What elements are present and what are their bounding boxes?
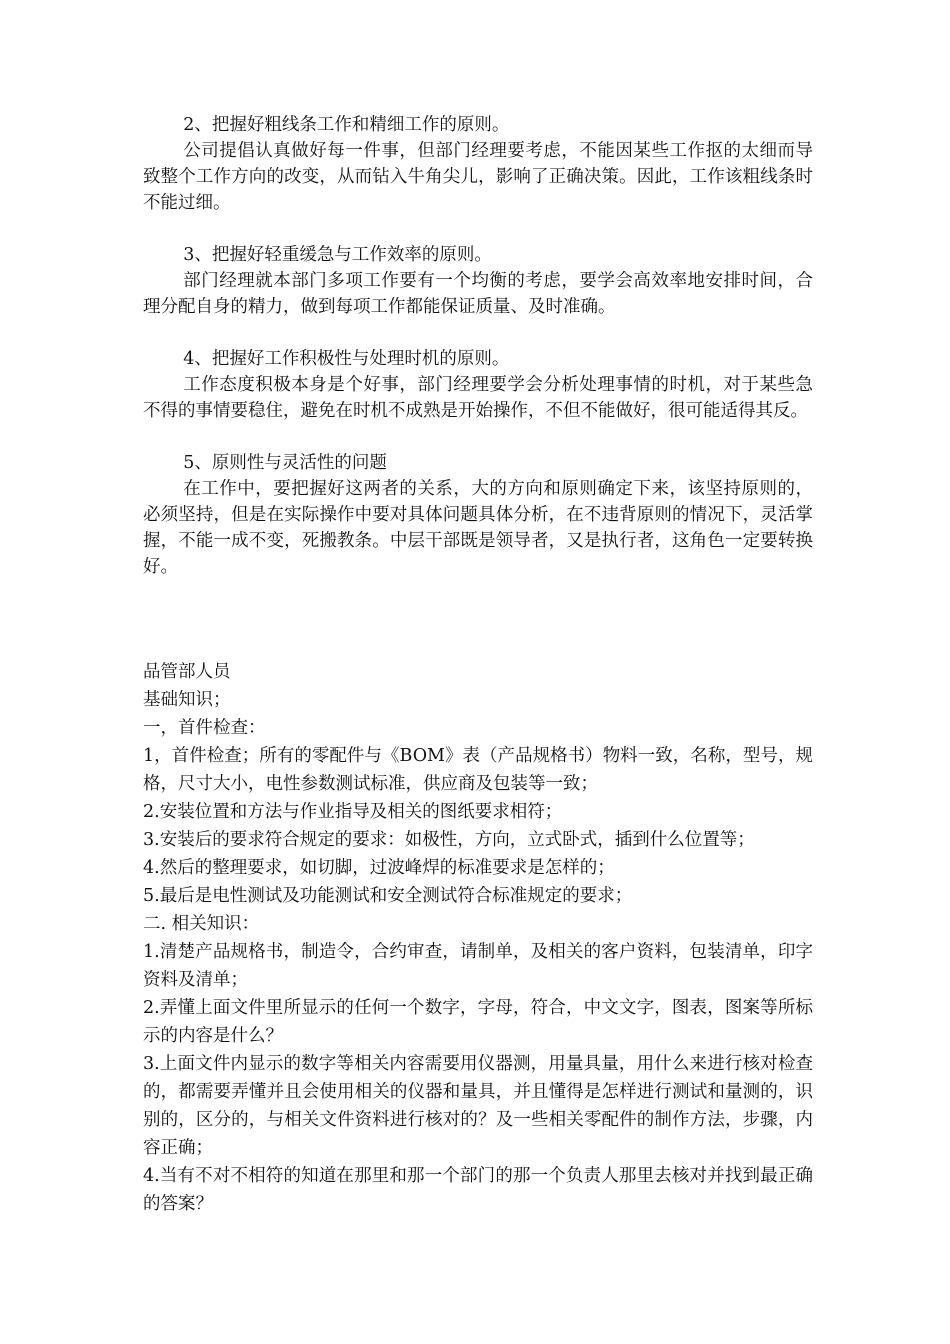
related-knowledge-item-4: 4.当有不对不相符的知道在那里和那一个部门的那一个负责人那里去核对并找到最正确的答案？ <box>143 1166 813 1214</box>
principle-heading-4: 4、把握好工作积极性与处理时机的原则。 <box>183 349 510 369</box>
qc-section <box>143 658 813 1218</box>
spacer <box>143 320 813 346</box>
qc-subtitle: 基础知识； <box>143 690 231 710</box>
principle-body-2: 公司提倡认真做好每一件事，但部门经理要考虑，不能因某些工作抠的太细而导致整个工作方向的改变，从而钻入牛角尖儿，影响了正确决策。因此，工作该粗线条时不能过细。 <box>143 141 813 213</box>
related-knowledge-heading: 二. 相关知识： <box>143 914 260 934</box>
principle-heading-5: 5、原则性与灵活性的问题 <box>183 453 387 473</box>
related-knowledge-item-1: 1.清楚产品规格书，制造令，合约审查，请制单，及相关的客户资料，包装清单，印字资料及清单； <box>143 942 813 990</box>
first-article-item-5: 5.最后是电性测试及功能测试和安全测试符合标准规定的要求； <box>143 886 633 906</box>
first-article-item-1: 1，首件检查；所有的零配件与《BOM》表（产品规格书）物料一致，名称，型号，规格，尺寸大小，电性参数测试标准，供应商及包装等一致； <box>143 746 813 794</box>
first-article-item-3: 3.安装后的要求符合规定的要求：如极性，方向，立式卧式，插到什么位置等； <box>143 830 755 850</box>
spacer <box>143 424 813 450</box>
principle-heading-3: 3、把握好轻重缓急与工作效率的原则。 <box>183 245 492 265</box>
principle-body-5: 在工作中，要把握好这两者的关系，大的方向和原则确定下来，该坚持原则的，必须坚持，但是在实际操作中要对具体问题具体分析，在不违背原则的情况下，灵活掌握，不能一成不变，死搬教条。中层干部既是领导者，又是执行者，这角色一定要转换好。 <box>143 479 813 577</box>
related-knowledge-item-2: 2.弄懂上面文件里所显示的任何一个数字，字母，符合，中文文字，图表，图案等所标示的内容是什么？ <box>143 998 813 1046</box>
first-article-heading: 一，首件检查： <box>143 718 266 738</box>
first-article-item-4: 4.然后的整理要求，如切脚，过波峰焊的标准要求是怎样的； <box>143 858 615 878</box>
principle-body-3: 部门经理就本部门多项工作要有一个均衡的考虑，要学会高效率地安排时间，合理分配自身的精力，做到每项工作都能保证质量、及时准确。 <box>143 271 813 317</box>
principles-section <box>143 112 813 580</box>
qc-title: 品管部人员 <box>143 662 231 682</box>
spacer <box>143 216 813 242</box>
related-knowledge-item-3: 3.上面文件内显示的数字等相关内容需要用仪器测，用量具量，用什么来进行核对检查的，都需要弄懂并且会使用相关的仪器和量具，并且懂得是怎样进行测试和量测的，识别的，区分的，与相关文件资料进行核对的？及一些相关零配件的制作方法，步骤，内容正确； <box>143 1054 813 1158</box>
principle-heading-2: 2、把握好粗线条工作和精细工作的原则。 <box>183 115 510 135</box>
first-article-item-2: 2.安装位置和方法与作业指导及相关的图纸要求相符； <box>143 802 563 822</box>
principle-body-4: 工作态度积极本身是个好事，部门经理要学会分析处理事情的时机，对于某些急不得的事情要稳住，避免在时机不成熟是开始操作，不但不能做好，很可能适得其反。 <box>143 375 813 421</box>
